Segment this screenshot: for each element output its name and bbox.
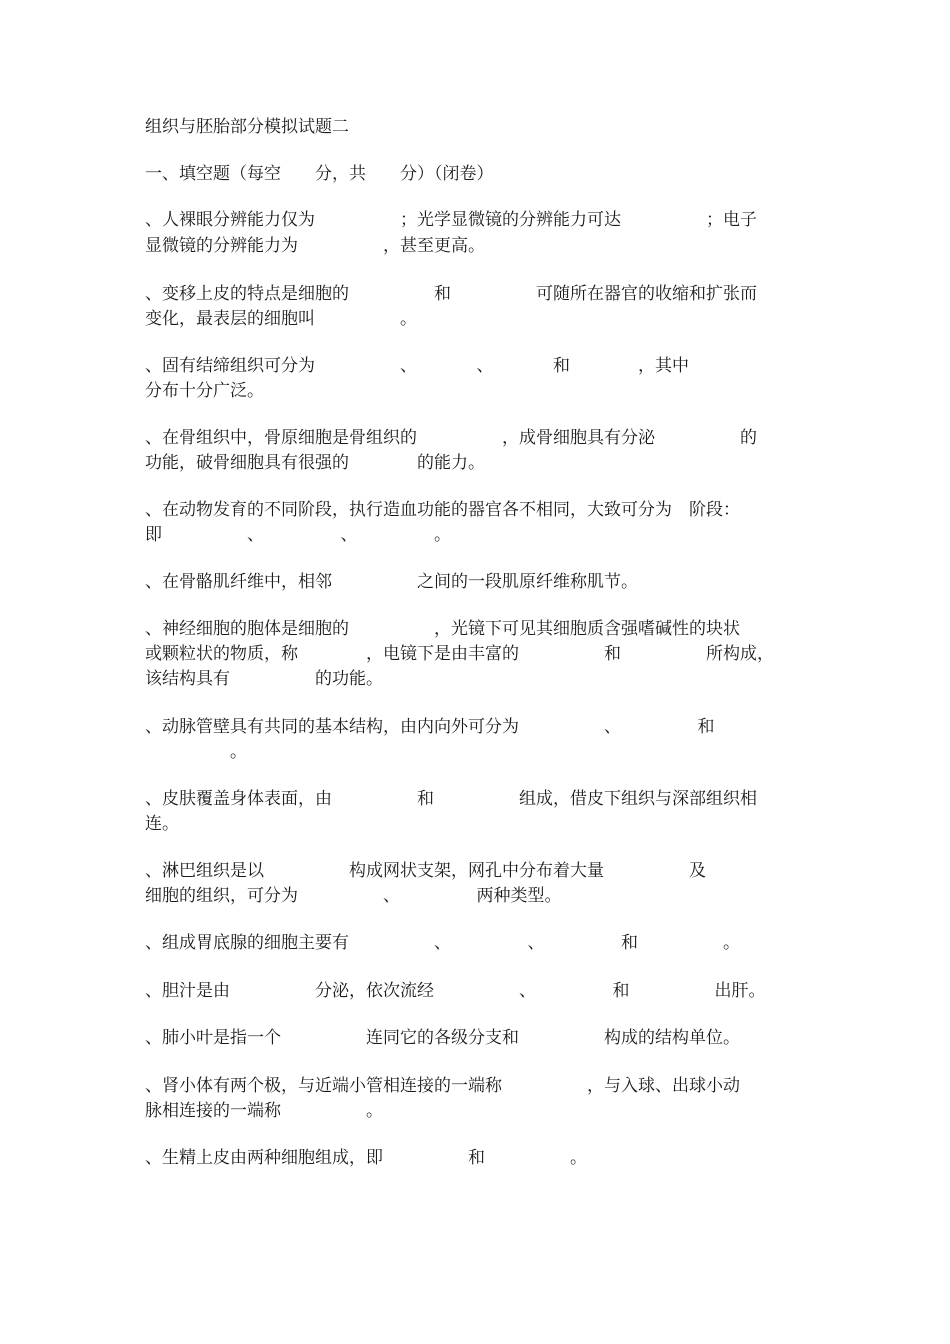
- question-7-line-2: 或颗粒状的物质，称 ，电镜下是由丰富的 和 所构成，: [145, 644, 774, 664]
- section-heading: 一、填空题（每空 分，共 分）（闭卷）: [145, 164, 494, 184]
- question-11-line-1: 、组成胃底腺的细胞主要有 、 、 和 。: [145, 933, 740, 953]
- question-3-line-2: 分布十分广泛。: [145, 381, 264, 401]
- question-1-line-2: 显微镜的分辨能力为 ，甚至更高。: [145, 236, 485, 256]
- question-8-line-1: 、动脉管壁具有共同的基本结构，由内向外可分为 、 和: [145, 717, 715, 737]
- question-10-line-2: 细胞的组织，可分为 、 两种类型。: [145, 886, 562, 906]
- question-7-line-3: 该结构具有 的功能。: [145, 669, 383, 689]
- question-9-line-1: 、皮肤覆盖身体表面，由 和 组成，借皮下组织与深部组织相: [145, 789, 757, 809]
- question-6-line-1: 、在骨骼肌纤维中，相邻 之间的一段肌原纤维称肌节。: [145, 572, 638, 592]
- question-2-line-2: 变化，最表层的细胞叫 。: [145, 309, 417, 329]
- question-15-line-1: 、生精上皮由两种细胞组成，即 和 。: [145, 1148, 587, 1168]
- question-13-line-1: 、肺小叶是指一个 连同它的各级分支和 构成的结构单位。: [145, 1028, 740, 1048]
- question-12-line-1: 、胆汁是由 分泌，依次流经 、 和 出肝。: [145, 981, 766, 1001]
- question-8-line-2: 。: [145, 742, 247, 762]
- question-4-line-1: 、在骨组织中，骨原细胞是骨组织的 ，成骨细胞具有分泌 的: [145, 428, 757, 448]
- question-3-line-1: 、固有结缔组织可分为 、 、 和 ，其中: [145, 356, 689, 376]
- question-10-line-1: 、淋巴组织是以 构成网状支架，网孔中分布着大量 及: [145, 861, 706, 881]
- question-2-line-1: 、变移上皮的特点是细胞的 和 可随所在器官的收缩和扩张而: [145, 284, 757, 304]
- question-5-line-2: 即 、 、 。: [145, 525, 451, 545]
- question-5-line-1: 、在动物发育的不同阶段，执行造血功能的器官各不相同，大致可分为 阶段：: [145, 500, 740, 520]
- question-9-line-2: 连。: [145, 814, 179, 834]
- question-7-line-1: 、神经细胞的胞体是细胞的 ，光镜下可见其细胞质含强嗜碱性的块状: [145, 619, 740, 639]
- question-4-line-2: 功能，破骨细胞具有很强的 的能力。: [145, 453, 485, 473]
- question-14-line-1: 、肾小体有两个极，与近端小管相连接的一端称 ，与入球、出球小动: [145, 1076, 740, 1096]
- question-14-line-2: 脉相连接的一端称 。: [145, 1101, 383, 1121]
- document-title: 组织与胚胎部分模拟试题二: [145, 117, 349, 137]
- question-1-line-1: 、人裸眼分辨能力仅为 ；光学显微镜的分辨能力可达 ；电子: [145, 210, 757, 230]
